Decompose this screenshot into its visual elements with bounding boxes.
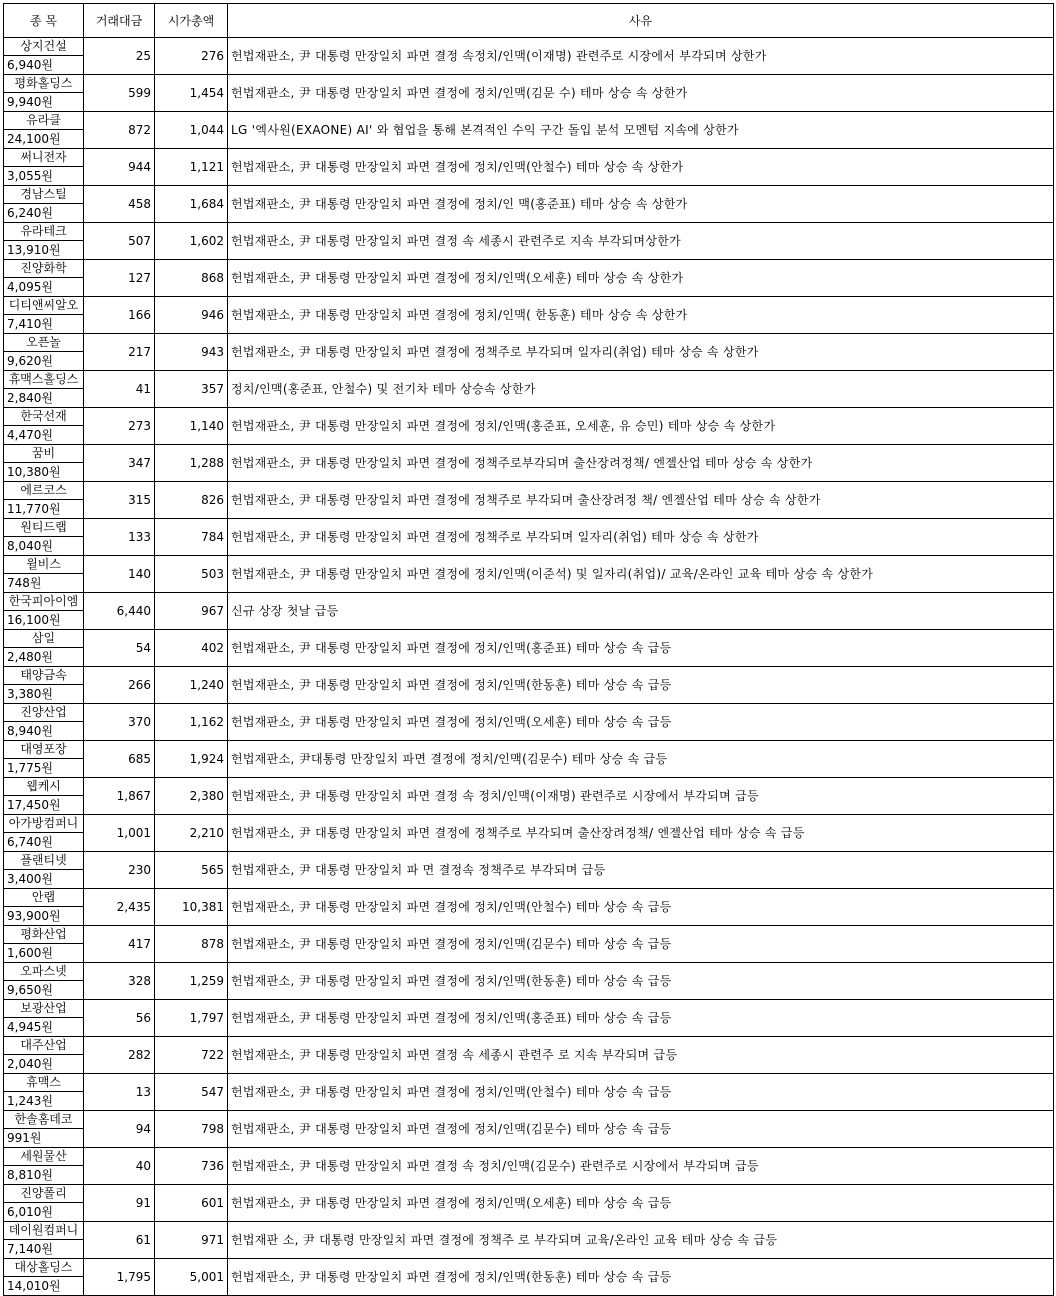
- stock-name: 한국피아이엠: [8, 594, 79, 608]
- stock-price: 3,380원: [4, 684, 83, 703]
- stock-cell: [4, 445, 84, 482]
- table-row: [4, 1074, 1054, 1111]
- trading-volume: 1,795: [84, 1259, 155, 1296]
- reason-text: 헌법재판소, 尹 대통령 만장일치 파면 결정에 정치/인맥(홍준표, 오세훈, 유 승민) 테마 상승 속 상한가: [228, 408, 1054, 445]
- table-row: [4, 1000, 1054, 1037]
- table-row: [4, 852, 1054, 889]
- stock-price: 4,945원: [4, 1017, 83, 1036]
- stock-price: 6,240원: [4, 203, 83, 222]
- table-row: [4, 445, 1054, 482]
- table-row: [4, 889, 1054, 926]
- reason-text: 헌법재판소, 尹 대통령 만장일치 파면 결정에 정책주로부각되며 출산장려정책/ 엔젤산업 테마 상승 속 상한가: [228, 445, 1054, 482]
- market-cap: 357: [155, 371, 228, 408]
- reason-text: 헌법재판소, 尹 대통령 만장일치 파면 결정에 정치/인맥(한동훈) 테마 상승 속 급등: [228, 963, 1054, 1000]
- market-cap: 868: [155, 260, 228, 297]
- stock-name: 데이원컴퍼니: [8, 1223, 79, 1237]
- stock-cell: [4, 1148, 84, 1185]
- market-cap: 1,602: [155, 223, 228, 260]
- trading-volume: 217: [84, 334, 155, 371]
- table-row: [4, 630, 1054, 667]
- stock-name: 오파스넷: [20, 964, 67, 978]
- stock-price: 991원: [4, 1128, 83, 1147]
- stock-name: 세원물산: [20, 1149, 67, 1163]
- market-cap: 276: [155, 38, 228, 75]
- reason-text: 헌법재판소, 尹 대통령 만장일치 파면 결정 속 정치/인맥(이재명) 관련주로 시장에서 부각되며 급등: [228, 778, 1054, 815]
- market-cap: 1,240: [155, 667, 228, 704]
- stock-price: 4,470원: [4, 425, 83, 444]
- stock-price: 2,840원: [4, 388, 83, 407]
- market-cap: 2,380: [155, 778, 228, 815]
- trading-volume: 507: [84, 223, 155, 260]
- stock-price: 748원: [4, 573, 83, 592]
- market-cap: 943: [155, 334, 228, 371]
- table-row: [4, 75, 1054, 112]
- stock-cell: [4, 186, 84, 223]
- table-row: [4, 963, 1054, 1000]
- market-cap: 798: [155, 1111, 228, 1148]
- stock-name: 진양화학: [20, 261, 67, 275]
- stock-name: 디티앤씨알오: [8, 298, 79, 312]
- reason-text: 헌법재판 소, 尹 대통령 만장일치 파면 결정에 정책주 로 부각되며 교육/온라인 교육 테마 상승 속 급등: [228, 1222, 1054, 1259]
- trading-volume: 40: [84, 1148, 155, 1185]
- trading-volume: 266: [84, 667, 155, 704]
- stock-price: 6,740원: [4, 832, 83, 851]
- stock-cell: [4, 1185, 84, 1222]
- trading-volume: 230: [84, 852, 155, 889]
- market-cap: 601: [155, 1185, 228, 1222]
- header-name: 종 목: [4, 4, 84, 38]
- stock-name: 대상홀딩스: [14, 1260, 73, 1274]
- stock-cell: [4, 297, 84, 334]
- stock-cell: [4, 741, 84, 778]
- trading-volume: 56: [84, 1000, 155, 1037]
- stock-cell: [4, 149, 84, 186]
- stock-price: 1,600원: [4, 943, 83, 962]
- table-row: [4, 149, 1054, 186]
- market-cap: 971: [155, 1222, 228, 1259]
- stock-name: 유라테크: [20, 224, 67, 238]
- stock-cell: [4, 260, 84, 297]
- trading-volume: 166: [84, 297, 155, 334]
- stock-cell: [4, 1222, 84, 1259]
- reason-text: 헌법재판소, 尹대통령 만장일치 파면 결정에 정치/인맥(김문수) 테마 상승 속 급등: [228, 741, 1054, 778]
- stock-price: 9,620원: [4, 351, 83, 370]
- table-row: [4, 223, 1054, 260]
- table-row: [4, 186, 1054, 223]
- reason-text: 헌법재판소, 尹 대통령 만장일치 파면 결정 속 정치/인맥(김문수) 관련주로 시장에서 부각되며 급등: [228, 1148, 1054, 1185]
- market-cap: 1,797: [155, 1000, 228, 1037]
- table-row: [4, 371, 1054, 408]
- stock-cell: [4, 593, 84, 630]
- market-cap: 1,162: [155, 704, 228, 741]
- stock-cell: [4, 1259, 84, 1296]
- stock-cell: [4, 75, 84, 112]
- stock-price: 8,040원: [4, 536, 83, 555]
- stock-cell: [4, 223, 84, 260]
- stock-name: 에르코스: [20, 483, 67, 497]
- reason-text: 헌법재판소, 尹 대통령 만장일치 파면 결정에 정치/인맥(안철수) 테마 상승 속 급등: [228, 1074, 1054, 1111]
- header-row: [4, 4, 1054, 38]
- stock-cell: [4, 519, 84, 556]
- market-cap: 784: [155, 519, 228, 556]
- stock-cell: [4, 667, 84, 704]
- market-cap: 826: [155, 482, 228, 519]
- stock-name: 진양산업: [20, 705, 67, 719]
- trading-volume: 273: [84, 408, 155, 445]
- market-cap: 878: [155, 926, 228, 963]
- stock-cell: [4, 1074, 84, 1111]
- reason-text: 신규 상장 첫날 급등: [228, 593, 1054, 630]
- stock-name: 오픈놀: [26, 335, 61, 349]
- stock-price: 7,410원: [4, 314, 83, 333]
- header-reason: 사유: [228, 4, 1054, 38]
- market-cap: 565: [155, 852, 228, 889]
- table-row: [4, 667, 1054, 704]
- stock-name: 한국선재: [20, 409, 67, 423]
- reason-text: 헌법재판소, 尹 대통령 만장일치 파면 결정에 정책주로 부각되며 일자리(취업) 테마 상승 속 상한가: [228, 519, 1054, 556]
- stock-price: 4,095원: [4, 277, 83, 296]
- stock-price: 11,770원: [4, 499, 83, 518]
- stock-cell: [4, 704, 84, 741]
- stock-price: 3,400원: [4, 869, 83, 888]
- trading-volume: 944: [84, 149, 155, 186]
- market-cap: 5,001: [155, 1259, 228, 1296]
- reason-text: 헌법재판소, 尹 대통령 만장일치 파면 결정에 정치/인맥(이준석) 및 일자리(취업)/ 교육/온라인 교육 테마 상승 속 상한가: [228, 556, 1054, 593]
- table-row: [4, 408, 1054, 445]
- trading-volume: 91: [84, 1185, 155, 1222]
- trading-volume: 685: [84, 741, 155, 778]
- market-cap: 1,924: [155, 741, 228, 778]
- stock-price: 7,140원: [4, 1239, 83, 1258]
- stock-name: 아가방컴퍼니: [8, 816, 79, 830]
- table-row: [4, 704, 1054, 741]
- stock-price: 9,650원: [4, 980, 83, 999]
- market-cap: 10,381: [155, 889, 228, 926]
- trading-volume: 347: [84, 445, 155, 482]
- stock-name: 원티드랩: [20, 520, 67, 534]
- stock-name: 진양폴리: [20, 1186, 67, 1200]
- stock-cell: [4, 852, 84, 889]
- stock-name: 윌비스: [26, 557, 61, 571]
- stock-name: 평화홀딩스: [14, 76, 73, 90]
- trading-volume: 872: [84, 112, 155, 149]
- trading-volume: 417: [84, 926, 155, 963]
- stock-price: 2,480원: [4, 647, 83, 666]
- market-cap: 1,454: [155, 75, 228, 112]
- table-row: [4, 926, 1054, 963]
- table-row: [4, 1222, 1054, 1259]
- stock-name: 한솔홈데코: [14, 1112, 73, 1126]
- stock-name: 삼일: [31, 631, 56, 645]
- table-row: [4, 38, 1054, 75]
- trading-volume: 133: [84, 519, 155, 556]
- table-row: [4, 1148, 1054, 1185]
- reason-text: 헌법재판소, 尹 대통령 만장일치 파면 결정에 정책주로 부각되며 출산장려정 책/ 엔젤산업 테마 상승 속 상한가: [228, 482, 1054, 519]
- stock-name: 웹케시: [26, 779, 61, 793]
- stock-cell: [4, 556, 84, 593]
- reason-text: 헌법재판소, 尹 대통령 만장일치 파면 결정 속 세종시 관련주로 지속 부각되며상한가: [228, 223, 1054, 260]
- reason-text: 헌법재판소, 尹 대통령 만장일치 파면 결정에 정치/인맥(김문 수) 테마 상승 속 상한가: [228, 75, 1054, 112]
- table-row: [4, 260, 1054, 297]
- trading-volume: 1,001: [84, 815, 155, 852]
- table-row: [4, 1111, 1054, 1148]
- reason-text: 헌법재판소, 尹 대통령 만장일치 파면 결정에 정책주로 부각되며 일자리(취업) 테마 상승 속 상한가: [228, 334, 1054, 371]
- reason-text: 헌법재판소, 尹 대통령 만장일치 파면 결정에 정치/인맥(홍준표) 테마 상승 속 급등: [228, 1000, 1054, 1037]
- table-row: [4, 556, 1054, 593]
- stock-cell: [4, 1000, 84, 1037]
- stock-name: 상지건설: [20, 39, 67, 53]
- table-row: [4, 112, 1054, 149]
- stock-name: 경남스틸: [20, 187, 67, 201]
- stock-price: 6,010원: [4, 1202, 83, 1221]
- stock-cell: [4, 38, 84, 75]
- trading-volume: 94: [84, 1111, 155, 1148]
- stock-price: 93,900원: [4, 906, 83, 925]
- stock-cell: [4, 926, 84, 963]
- reason-text: 헌법재판소, 尹 대통령 만장일치 파면 결정에 정치/인맥(한동훈) 테마 상승 속 급등: [228, 1259, 1054, 1296]
- market-cap: 946: [155, 297, 228, 334]
- market-cap: 736: [155, 1148, 228, 1185]
- stock-cell: [4, 1111, 84, 1148]
- market-cap: 1,044: [155, 112, 228, 149]
- table-row: [4, 815, 1054, 852]
- stock-cell: [4, 112, 84, 149]
- stock-name: 평화산업: [20, 927, 67, 941]
- table-body: [4, 38, 1054, 1296]
- stock-price: 9,940원: [4, 92, 83, 111]
- stock-price: 6,940원: [4, 55, 83, 74]
- table-row: [4, 334, 1054, 371]
- trading-volume: 315: [84, 482, 155, 519]
- market-cap: 503: [155, 556, 228, 593]
- trading-volume: 328: [84, 963, 155, 1000]
- trading-volume: 61: [84, 1222, 155, 1259]
- stock-cell: [4, 815, 84, 852]
- stock-price: 10,380원: [4, 462, 83, 481]
- stock-price: 1,243원: [4, 1091, 83, 1110]
- reason-text: 헌법재판소, 尹 대통령 만장일치 파면 결정에 정치/인맥( 한동훈) 테마 상승 속 상한가: [228, 297, 1054, 334]
- stock-name: 유라클: [26, 113, 61, 127]
- stock-name: 플랜티넷: [20, 853, 67, 867]
- table-row: [4, 593, 1054, 630]
- stock-name: 태양금속: [20, 668, 67, 682]
- stock-price: 2,040원: [4, 1054, 83, 1073]
- market-cap: 1,288: [155, 445, 228, 482]
- trading-volume: 54: [84, 630, 155, 667]
- stock-price: 8,810원: [4, 1165, 83, 1184]
- market-cap: 967: [155, 593, 228, 630]
- stock-price: 1,775원: [4, 758, 83, 777]
- stock-cell: [4, 889, 84, 926]
- market-cap: 1,140: [155, 408, 228, 445]
- table-row: [4, 1259, 1054, 1296]
- trading-volume: 370: [84, 704, 155, 741]
- reason-text: 헌법재판소, 尹 대통령 만장일치 파면 결정에 정책주로 부각되며 출산장려정책/ 엔젤산업 테마 상승 속 급등: [228, 815, 1054, 852]
- stock-table: [3, 3, 1054, 1296]
- reason-text: 헌법재판소, 尹 대통령 만장일치 파면 결정에 정치/인맥(오세훈) 테마 상승 속 상한가: [228, 260, 1054, 297]
- stock-cell: [4, 1037, 84, 1074]
- market-cap: 1,259: [155, 963, 228, 1000]
- reason-text: 헌법재판소, 尹 대통령 만장일치 파면 결정에 정치/인맥(안철수) 테마 상승 속 상한가: [228, 149, 1054, 186]
- table-row: [4, 519, 1054, 556]
- header-market-cap: 시가총액: [155, 4, 228, 38]
- stock-cell: [4, 963, 84, 1000]
- market-cap: 722: [155, 1037, 228, 1074]
- stock-cell: [4, 630, 84, 667]
- reason-text: 헌법재판소, 尹 대통령 만장일치 파면 결정에 정치/인맥(안철수) 테마 상승 속 급등: [228, 889, 1054, 926]
- stock-cell: [4, 371, 84, 408]
- stock-cell: [4, 778, 84, 815]
- stock-name: 써니전자: [20, 150, 67, 164]
- stock-price: 17,450원: [4, 795, 83, 814]
- stock-price: 16,100원: [4, 610, 83, 629]
- stock-name: 휴맥스홀딩스: [8, 372, 79, 386]
- trading-volume: 25: [84, 38, 155, 75]
- reason-text: 헌법재판소, 尹 대통령 만장일치 파면 결정에 정치/인맥(한동훈) 테마 상승 속 급등: [228, 667, 1054, 704]
- reason-text: 헌법재판소, 尹 대통령 만장일치 파면 결정에 정치/인맥(김문수) 테마 상승 속 급등: [228, 926, 1054, 963]
- stock-name: 휴맥스: [26, 1075, 61, 1089]
- reason-text: 헌법재판소, 尹 대통령 만장일치 파면 결정에 정치/인맥(김문수) 테마 상승 속 급등: [228, 1111, 1054, 1148]
- stock-name: 대주산업: [20, 1038, 67, 1052]
- trading-volume: 41: [84, 371, 155, 408]
- stock-price: 8,940원: [4, 721, 83, 740]
- reason-text: 헌법재판소, 尹 대통령 만장일치 파면 결정에 정치/인맥(오세훈) 테마 상승 속 급등: [228, 704, 1054, 741]
- trading-volume: 1,867: [84, 778, 155, 815]
- stock-name: 안랩: [31, 890, 56, 904]
- market-cap: 2,210: [155, 815, 228, 852]
- stock-price: 14,010원: [4, 1276, 83, 1295]
- reason-text: 헌법재판소, 尹 대통령 만장일치 파면 결정 속정치/인맥(이재명) 관련주로 시장에서 부각되며 상한가: [228, 38, 1054, 75]
- stock-cell: [4, 482, 84, 519]
- reason-text: 헌법재판소, 尹 대통령 만장일치 파 면 결정속 정책주로 부각되며 급등: [228, 852, 1054, 889]
- trading-volume: 13: [84, 1074, 155, 1111]
- table-row: [4, 778, 1054, 815]
- trading-volume: 282: [84, 1037, 155, 1074]
- reason-text: 헌법재판소, 尹 대통령 만장일치 파면 결정 속 세종시 관련주 로 지속 부각되며 급등: [228, 1037, 1054, 1074]
- header-volume: 거래대금: [84, 4, 155, 38]
- stock-cell: [4, 408, 84, 445]
- market-cap: 547: [155, 1074, 228, 1111]
- table-row: [4, 297, 1054, 334]
- stock-price: 13,910원: [4, 240, 83, 259]
- market-cap: 1,121: [155, 149, 228, 186]
- stock-name: 대영포장: [20, 742, 67, 756]
- trading-volume: 6,440: [84, 593, 155, 630]
- reason-text: 정치/인맥(홍준표, 안철수) 및 전기차 테마 상승속 상한가: [228, 371, 1054, 408]
- table-row: [4, 741, 1054, 778]
- stock-cell: [4, 334, 84, 371]
- trading-volume: 599: [84, 75, 155, 112]
- stock-name: 꿈비: [31, 446, 56, 460]
- trading-volume: 127: [84, 260, 155, 297]
- stock-price: 3,055원: [4, 166, 83, 185]
- reason-text: 헌법재판소, 尹 대통령 만장일치 파면 결정에 정치/인 맥(홍준표) 테마 상승 속 상한가: [228, 186, 1054, 223]
- trading-volume: 2,435: [84, 889, 155, 926]
- table-row: [4, 1185, 1054, 1222]
- trading-volume: 458: [84, 186, 155, 223]
- reason-text: LG '엑사원(EXAONE) AI' 와 협업을 통해 본격적인 수익 구간 돌입 분석 모멘텀 지속에 상한가: [228, 112, 1054, 149]
- table-row: [4, 1037, 1054, 1074]
- stock-name: 보광산업: [20, 1001, 67, 1015]
- trading-volume: 140: [84, 556, 155, 593]
- market-cap: 1,684: [155, 186, 228, 223]
- reason-text: 헌법재판소, 尹 대통령 만장일치 파면 결정에 정치/인맥(오세훈) 테마 상승 속 급등: [228, 1185, 1054, 1222]
- table-row: [4, 482, 1054, 519]
- market-cap: 402: [155, 630, 228, 667]
- stock-price: 24,100원: [4, 129, 83, 148]
- reason-text: 헌법재판소, 尹 대통령 만장일치 파면 결정에 정치/인맥(홍준표) 테마 상승 속 급등: [228, 630, 1054, 667]
